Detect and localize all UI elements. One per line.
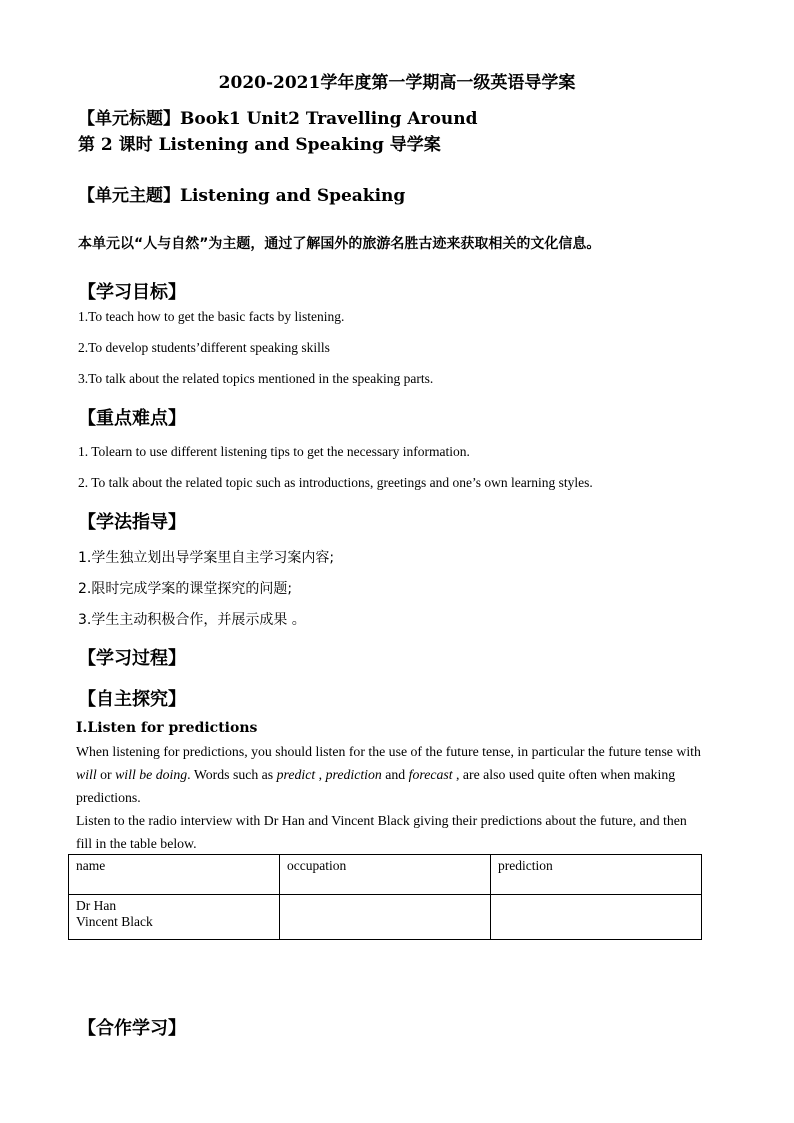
unit-title: 【单元标题】Book1 Unit2 Travelling Around (78, 109, 478, 129)
method-item: 3.学生主动积极合作，并展示成果 。 (78, 612, 306, 628)
theme-description: 本单元以“人与自然”为主题，通过了解国外的旅游名胜古迹来获取相关的文化信息。 (78, 236, 601, 252)
process-heading: 【学习过程】 (78, 648, 186, 669)
instruction-paragraph: Listen to the radio interview with Dr Han and Vincent Black giving their predictions about the future, and then fill in the table below. (76, 813, 687, 851)
objective-item: 3.To talk about the related topics mentioned in the speaking parts. (78, 371, 434, 386)
name-cell (69, 895, 280, 940)
header-prediction: prediction (491, 855, 702, 895)
section-paragraph: When listening for predictions, you should listen for the use of the future tense, in particular the future tense with will or will be doing. Words such as predict , prediction and forecast , are also used quite often when making predictions. (76, 744, 701, 805)
method-item: 2.限时完成学案的课堂探究的问题; (78, 581, 293, 597)
cooperative-study-heading: 【合作学习】 (78, 1018, 186, 1039)
method-item: 1.学生独立划出导学案里自主学习案内容; (78, 550, 335, 566)
self-study-heading: 【自主探究】 (78, 689, 186, 710)
objective-item: 1.To teach how to get the basic facts by listening. (78, 309, 345, 324)
method-heading: 【学法指导】 (78, 512, 186, 533)
objectives-heading: 【学习目标】 (78, 282, 186, 303)
table-header-row (69, 855, 702, 895)
header-name: name (69, 855, 280, 895)
header-occupation: occupation (280, 855, 491, 895)
key-point-item: 2. To talk about the related topic such as introductions, greetings and one’s own learning styles. (78, 475, 593, 490)
objective-item: 2.To develop students’different speaking skills (78, 340, 330, 355)
prediction-table (68, 854, 702, 940)
table-row (69, 895, 702, 940)
key-point-item: 1. Tolearn to use different listening tips to get the necessary information. (78, 444, 470, 459)
section-title: Ⅰ.Listen for predictions (76, 720, 258, 736)
lesson-title: 第 2 课时 Listening and Speaking 导学案 (78, 135, 441, 155)
unit-theme: 【单元主题】Listening and Speaking (78, 186, 406, 206)
key-points-heading: 【重点难点】 (78, 408, 186, 429)
document-title: 2020-2021学年度第一学期高一级英语导学案 (218, 73, 576, 93)
prediction-cell[interactable] (491, 895, 702, 940)
occupation-cell[interactable] (280, 895, 491, 940)
name-dr-han: Dr Han (76, 898, 117, 913)
name-vincent-black: Vincent Black (76, 914, 153, 929)
